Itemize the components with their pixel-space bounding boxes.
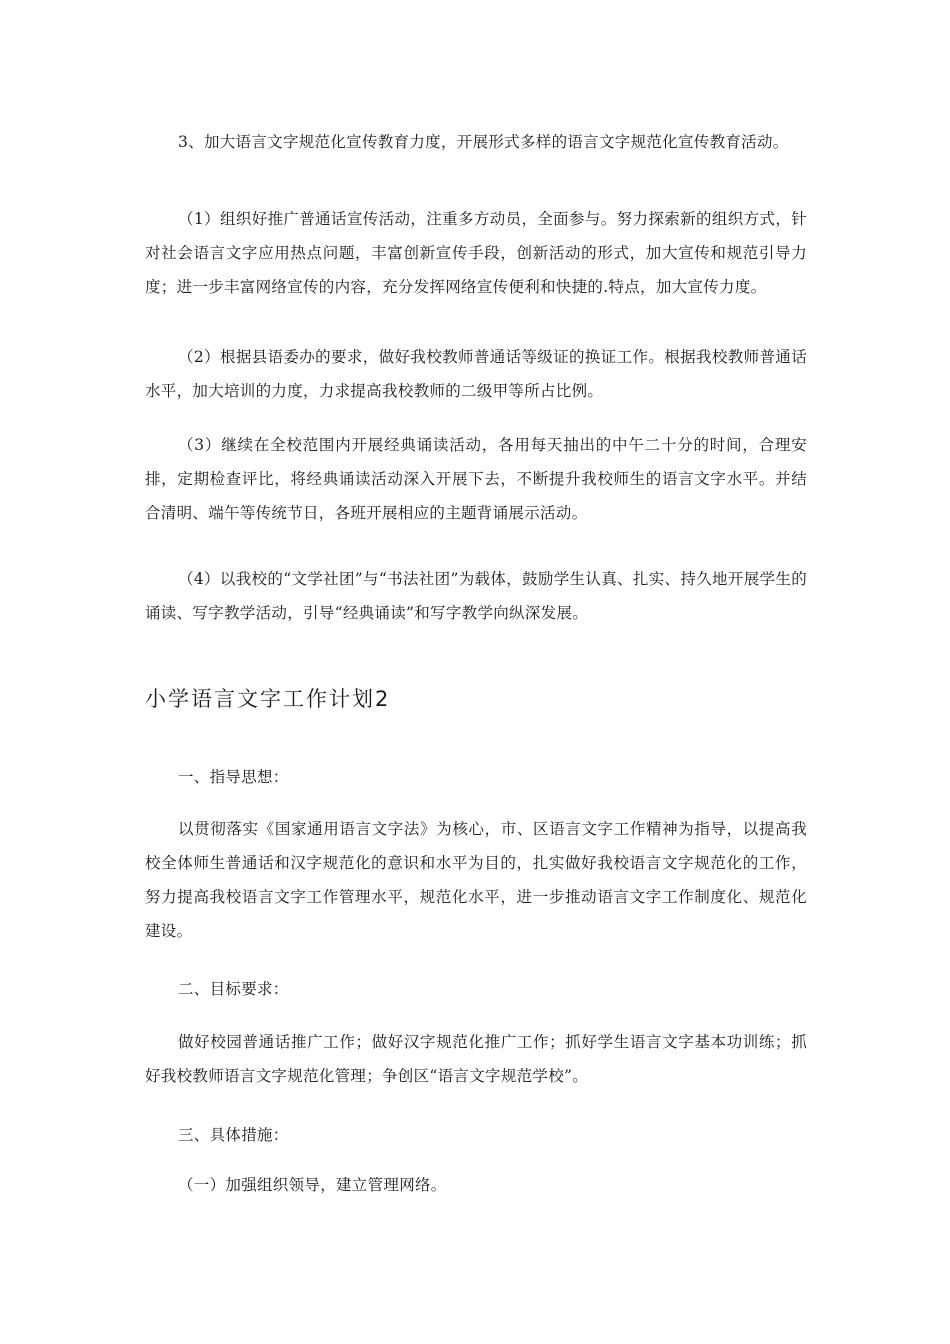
section-title: 小学语言文字工作计划2	[145, 687, 391, 711]
paragraph-classic-reading: （3）继续在全校范围内开展经典诵读活动，各用每天抽出的中午二十分的时间，合理安排，定期检查评比，将经典诵读活动深入开展下去，不断提升我校师生的语言文字水平。并结合清明、端午等传统节日，各班开展相应的主题背诵展示活动。	[145, 436, 807, 522]
paragraph-guiding-ideology: 以贯彻落实《国家通用语言文字法》为核心，市、区语言文字工作精神为指导，以提高我校全体师生普通话和汉字规范化的意识和水平为目的，扎实做好我校语言文字规范化的工作，努力提高我校语言文字工作管理水平，规范化水平，进一步推动语言文字工作制度化、规范化建设。	[145, 820, 807, 940]
paragraph-measures-heading: 三、具体措施：	[178, 1126, 289, 1144]
paragraph-putonghua-campaign: （1）组织好推广普通话宣传活动，注重多方动员，全面参与。努力探索新的组织方式，针对社会语言文字应用热点问题，丰富创新宣传手段，创新活动的形式，加大宣传和规范引导力度；进一步丰富网络宣传的内容，充分发挥网络宣传便利和快捷的.特点，加大宣传力度。	[145, 210, 807, 296]
paragraph-publicity-heading: 3、加大语言文字规范化宣传教育力度，开展形式多样的语言文字规范化宣传教育活动。	[178, 133, 789, 151]
paragraph-teacher-certificate: （2）根据县语委办的要求，做好我校教师普通话等级证的换证工作。根据我校教师普通话水平，加大培训的力度，力求提高我校教师的二级甲等所占比例。	[145, 348, 807, 400]
paragraph-measure-1: （一）加强组织领导，建立管理网络。	[178, 1176, 447, 1194]
paragraph-goals: 做好校园普通话推广工作；做好汉字规范化推广工作；抓好学生语言文字基本功训练；抓好我校教师语言文字规范化管理；争创区“语言文字规范学校”。	[145, 1033, 807, 1085]
paragraph-guiding-ideology-heading: 一、指导思想：	[178, 768, 289, 786]
paragraph-goals-heading: 二、目标要求：	[178, 980, 289, 998]
paragraph-clubs: （4）以我校的“文学社团”与“书法社团”为载体，鼓励学生认真、扎实、持久地开展学生的诵读、写字教学活动，引导“经典诵读”和写字教学向纵深发展。	[145, 570, 807, 622]
